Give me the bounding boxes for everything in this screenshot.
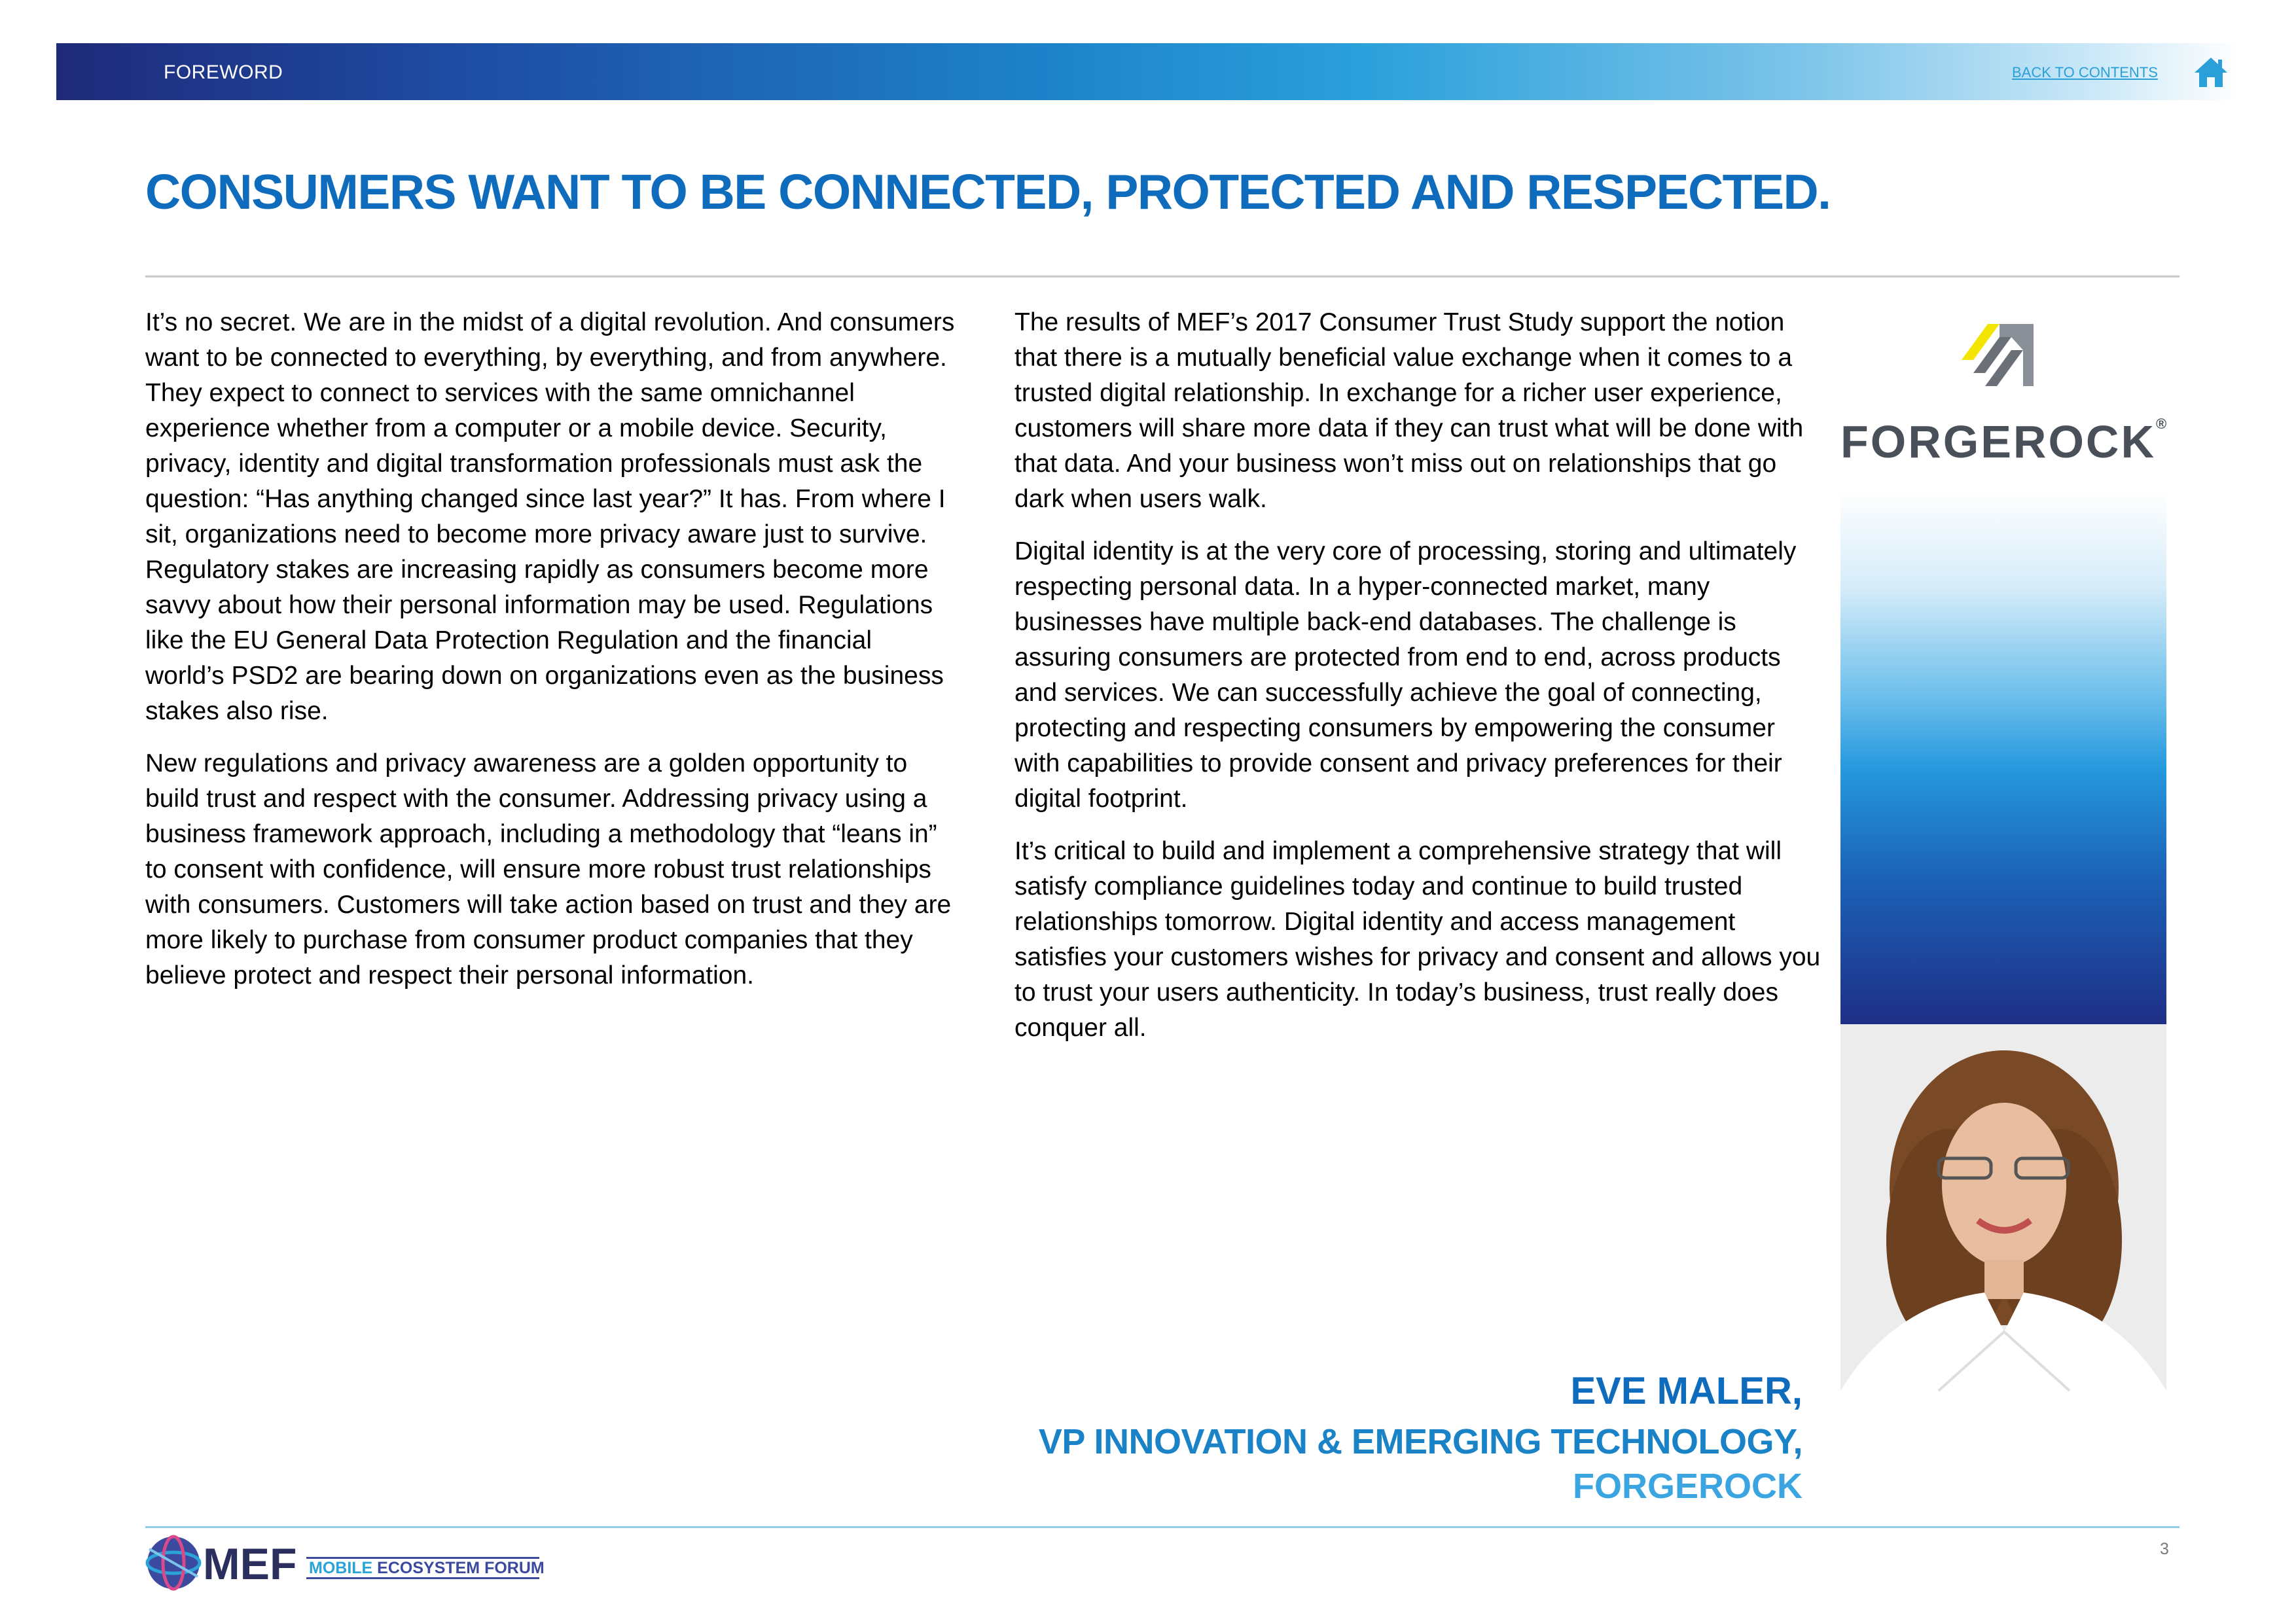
home-icon[interactable]: [2193, 55, 2229, 89]
left-column: [145, 305, 957, 1010]
header-bar: [56, 43, 2240, 100]
paragraph: Digital identity is at the very core of processing, storing and ultimately respecting personal data. In a hyper-connected market, many businesses have multiple back-end databases. The challenge is assuring consumers are protected from end to end, across products and services. We can successfully achieve the goal of connecting, protecting and respecting consumers by empowering the consumer with capabilities to provide consent and privacy preferences for their digital footprint.: [1014, 537, 1797, 813]
right-column: [1014, 305, 1826, 1063]
mef-logo-text: MEF: [203, 1539, 297, 1589]
signature-role: VP INNOVATION & EMERGING TECHNOLOGY,: [1038, 1422, 1803, 1461]
decorative-gradient-panel: [1840, 491, 2166, 1024]
paragraph: New regulations and privacy awareness are a golden opportunity to build trust and respect with the consumer. Addressing privacy using a business framework approach, including a methodology that “leans in” to consent with confidence, will ensure more robust trust relationships with consumers. Customers will take action based on trust and they are more likely to purchase from consumer product companies that they believe protect and respect their personal information.: [145, 749, 952, 990]
page-number: 3: [2160, 1540, 2169, 1558]
mef-logo: [145, 1535, 551, 1600]
paragraph: It’s critical to build and implement a comprehensive strategy that will satisfy compliance guidelines today and continue to build trusted relationships tomorrow. Digital identity and access management satisfies your customers wishes for privacy and consent and allows you to trust your users authenticity. In today’s business, trust really does conquer all.: [1014, 837, 1821, 1042]
mef-globe-icon: [145, 1535, 202, 1591]
mef-logo-subtitle: MOBILE ECOSYSTEM FORUM: [306, 1557, 539, 1579]
forgerock-mark-icon: [1948, 301, 2047, 406]
footer-divider: [145, 1526, 2179, 1528]
page-title: CONSUMERS WANT TO BE CONNECTED, PROTECTED AND RESPECTED.: [145, 164, 1831, 219]
paragraph: The results of MEF’s 2017 Consumer Trust Study support the notion that there is a mutually beneficial value exchange when it comes to a trusted digital relationship. In exchange for a richer user experience, customers will share more data if they can trust what will be done with that data. And your business won’t miss out on relationships that go dark when users walk.: [1014, 308, 1804, 513]
forgerock-logo: [1840, 301, 2169, 471]
signature-name: EVE MALER,: [1570, 1370, 1803, 1412]
paragraph: It’s no secret. We are in the midst of a digital revolution. And consumers want to be connected to everything, by everything, and from anywhere. They expect to connect to services with the same omnichannel experience whether from a computer or a mobile device. Security, privacy, identity and digital transformation professionals must ask the question: “Has anything changed since last year?” It has. From where I sit, organizations need to become more privacy aware just to survive. Regulatory stakes are increasing rapidly as consumers become more savvy about how their personal information may be used. Regulations like the EU General Data Protection Regulation and the financial world’s PSD2 are bearing down on organizations even as the business stakes also rise.: [145, 308, 955, 725]
title-divider: [145, 276, 2179, 277]
portrait-photo: [1840, 1024, 2166, 1510]
signature-company: FORGEROCK: [1573, 1467, 1803, 1506]
section-label: FOREWORD: [164, 62, 283, 83]
forgerock-wordmark: FORGEROCK®: [1840, 416, 2169, 467]
registered-mark: ®: [2156, 416, 2169, 432]
back-to-contents-link[interactable]: BACK TO CONTENTS: [2012, 64, 2158, 80]
